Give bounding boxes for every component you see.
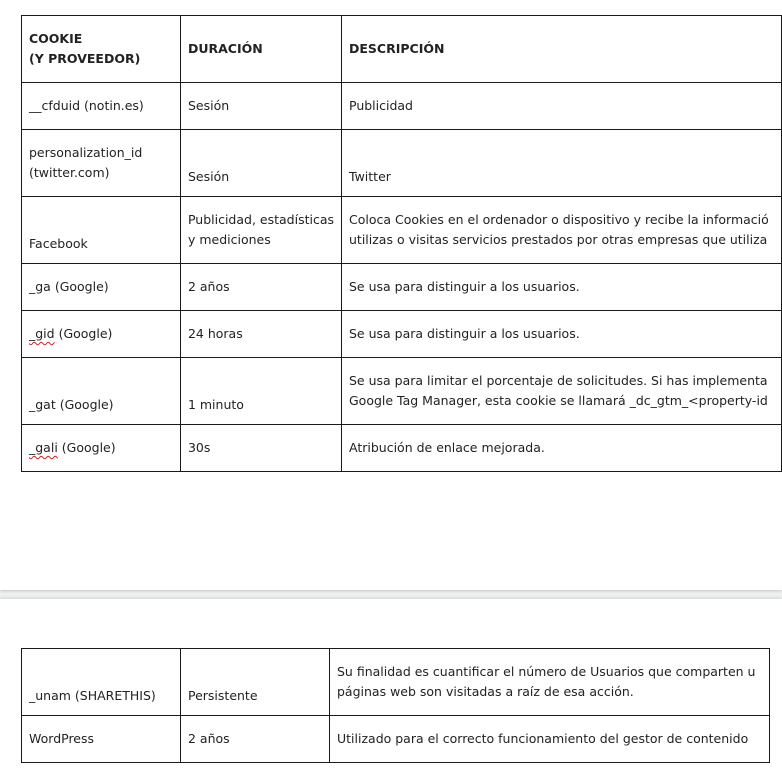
cell-description-line1: Coloca Cookies en el ordenador o dispositivo y recibe la informació <box>349 212 769 227</box>
cell-cookie-name <box>22 130 181 197</box>
cell-description-line2: utilizas o visitas servicios prestados por otras empresas que utiliza <box>349 232 768 247</box>
table-row <box>22 649 770 716</box>
table-header-row <box>22 16 782 83</box>
cell-description: Atribución de enlace mejorada. <box>342 425 782 472</box>
cell-duration: 2 años <box>180 264 341 311</box>
cell-duration: 24 horas <box>180 311 341 358</box>
cell-description-line1: Se usa para limitar el porcentaje de solicitudes. Si has implementa <box>349 373 768 388</box>
cell-description: Publicidad <box>342 83 782 130</box>
cell-duration: 1 minuto <box>180 358 341 425</box>
cell-description <box>342 358 782 425</box>
cell-duration: 2 años <box>181 716 330 763</box>
table-row <box>22 130 782 197</box>
cell-description: Twitter <box>342 130 782 197</box>
cell-cookie-name-suffix: (Google) <box>57 440 116 455</box>
cell-cookie-name: WordPress <box>22 716 181 763</box>
cell-duration-line1: Publicidad, estadísticas <box>187 212 334 227</box>
table-row <box>22 425 782 472</box>
header-cookie-line2: (Y PROVEEDOR) <box>29 51 141 66</box>
cell-description-line2: Google Tag Manager, esta cookie se llamará _dc_gtm_<property-id <box>349 393 768 408</box>
cell-cookie-name: _ga (Google) <box>22 264 181 311</box>
cell-duration-line2: y mediciones <box>187 232 271 247</box>
table-row <box>22 716 770 763</box>
cell-description <box>330 649 770 716</box>
cell-duration: Persistente <box>181 649 330 716</box>
document-page-2 <box>0 599 782 770</box>
cell-duration <box>180 197 341 264</box>
cell-description-line1: Su finalidad es cuantificar el número de Usuarios que comparten u <box>337 664 756 679</box>
cell-description: Se usa para distinguir a los usuarios. <box>342 311 782 358</box>
cell-cookie-name <box>22 425 181 472</box>
spellcheck-word: _gali <box>29 440 58 455</box>
header-cookie <box>22 16 181 83</box>
cell-cookie-name: Facebook <box>22 197 181 264</box>
cell-cookie-name: _gat (Google) <box>22 358 181 425</box>
cell-cookie-name-suffix: (Google) <box>54 326 113 341</box>
cell-duration: Sesión <box>180 83 341 130</box>
header-descripcion: DESCRIPCIÓN <box>342 16 782 83</box>
table-row <box>22 83 782 130</box>
cell-cookie-name: __cfduid (notin.es) <box>22 83 181 130</box>
cookie-table <box>21 15 782 472</box>
header-cookie-line1: COOKIE <box>29 31 83 46</box>
cell-description: Utilizado para el correcto funcionamiento del gestor de contenido <box>330 716 770 763</box>
table-row <box>22 197 782 264</box>
cell-description <box>342 197 782 264</box>
spellcheck-word: _gid <box>29 326 55 341</box>
table-row <box>22 311 782 358</box>
cell-duration: 30s <box>180 425 341 472</box>
cookie-table-continued <box>21 648 770 763</box>
cell-duration: Sesión <box>180 130 341 197</box>
cell-description: Se usa para distinguir a los usuarios. <box>342 264 782 311</box>
cell-description-line2: páginas web son visitadas a raíz de esa acción. <box>337 684 634 699</box>
cell-cookie-name-line2: (twitter.com) <box>29 165 110 180</box>
header-duracion: DURACIÓN <box>180 16 341 83</box>
cell-cookie-name <box>22 311 181 358</box>
table-row <box>22 264 782 311</box>
table-row <box>22 358 782 425</box>
cell-cookie-name: _unam (SHARETHIS) <box>22 649 181 716</box>
cell-cookie-name-line1: personalization_id <box>29 145 143 160</box>
